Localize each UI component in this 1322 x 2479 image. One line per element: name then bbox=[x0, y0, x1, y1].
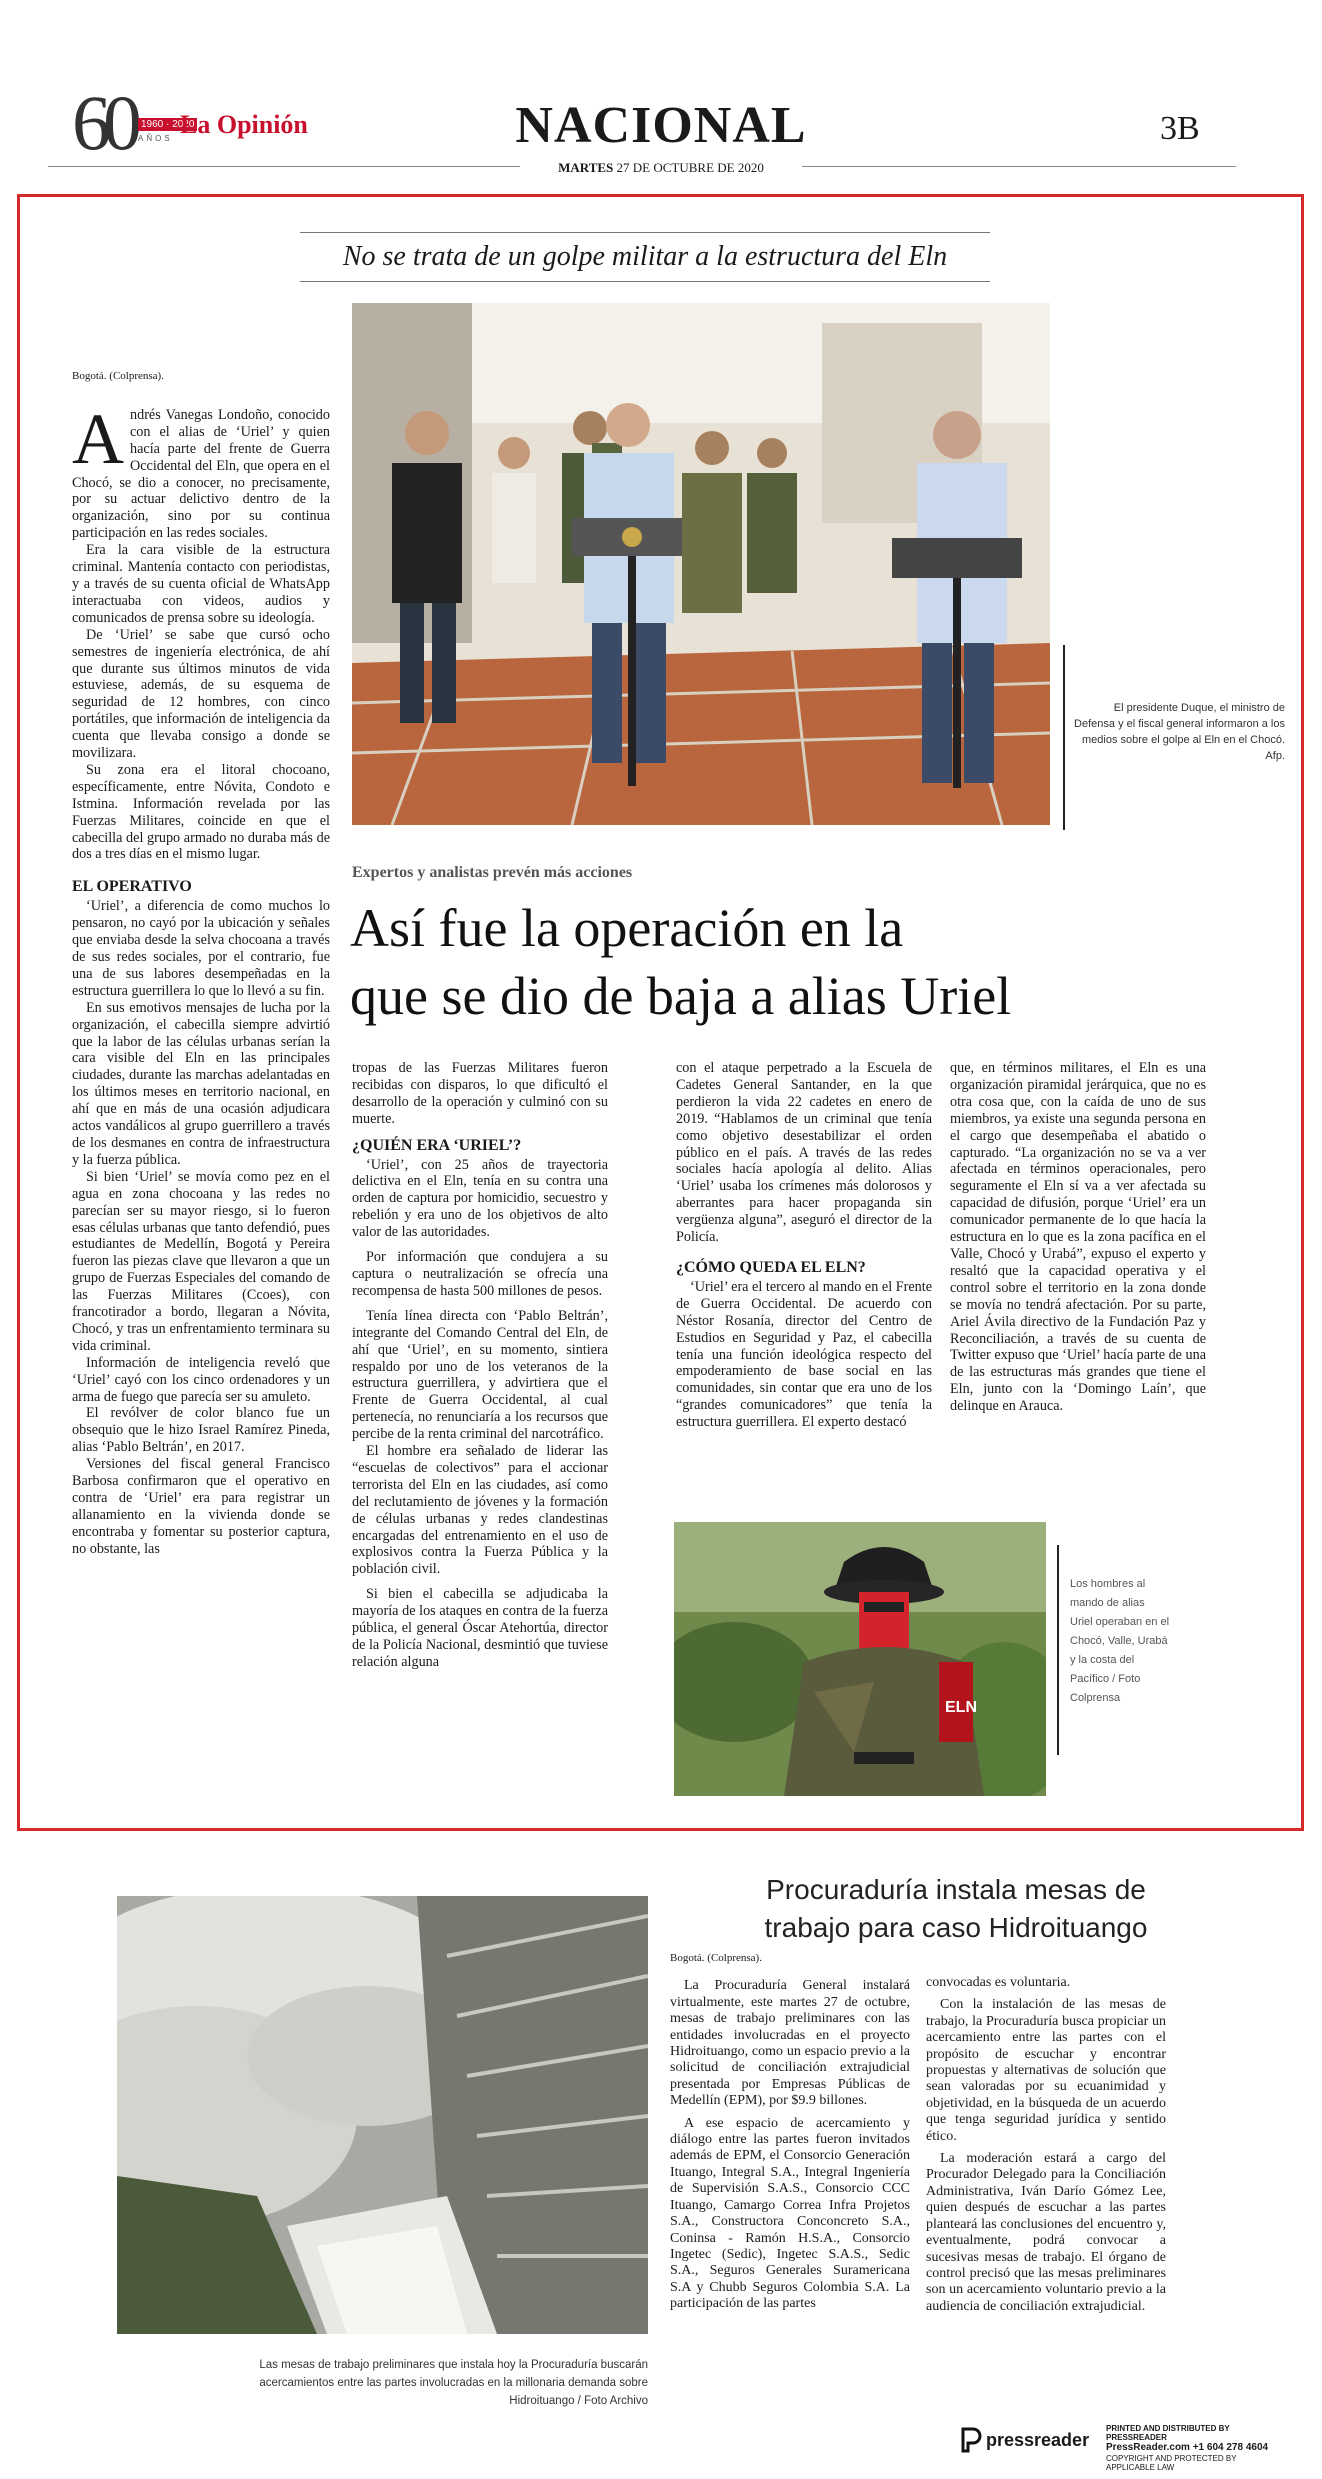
paragraph: El hombre era señalado de liderar las “escuelas de colectivos” para el accionar terrorista del Eln en las ciudades, así como del reclutamiento de jóvenes y la formación de células urbanas y redes clandestinas encargadas del entrenamiento en el uso de explosivos contra la Fuerza Pública y la población civil. bbox=[352, 1443, 608, 1578]
logo-60-mark: 60 bbox=[72, 79, 134, 166]
photo-caption: El presidente Duque, el ministro de Defensa y el fiscal general informaron a los medios sobre el golpe al Eln en el Chocó. Afp. bbox=[1074, 702, 1285, 762]
second-headline-line2: trabajo para caso Hidroituango bbox=[764, 1912, 1148, 1943]
paragraph: La moderación estará a cargo del Procurador Delegado para la Conciliación Administrativa, Iván Darío Gómez Lee, quien después de escuchar a las partes planteará las conclusiones del encuentro y, eventualmente, podrá convocar a sucesivas mesas de trabajo. El órgano de control precisó que las mesas preliminares son un acercamiento voluntario previo a la audiencia de conciliación extrajudicial. bbox=[926, 2151, 1166, 2314]
press-conference-photo bbox=[352, 303, 1050, 825]
paragraph: ‘Uriel’, con 25 años de trayectoria delictiva en el Eln, tenía en su contra una orden de captura por homicidio, secuestro y rebelión y era uno de los objetivos de alto valor de las autoridades. bbox=[352, 1156, 608, 1241]
paragraph: Por información que condujera a su captura o neutralización se ofrecía una recompensa de hasta 500 millones de pesos. bbox=[352, 1249, 608, 1299]
paragraph: ndrés Vanegas Londoño, conocido con el alias de ‘Uriel’ y quien hacía parte del frente de Guerra Occidental del Eln, que opera en el Chocó, se dio a conocer, no precisamente, por su actuar delictivo dentro de la organización, sino por su continua participación en las redes sociales. bbox=[72, 406, 330, 542]
paragraph: La Procuraduría General instalará virtualmente, este martes 27 de octubre, mesas de trabajo preliminares con las entidades involucradas en el proyecto Hidroituango, como un espacio previo a la solicitud de conciliación extrajudicial presentada por Empresas Públicas de Medellín (EPM), por $9.9 billones. bbox=[670, 1978, 910, 2109]
second-column-2 bbox=[926, 1975, 1166, 2315]
issue-date bbox=[520, 160, 802, 176]
date-rest: 27 DE OCTUBRE DE 2020 bbox=[616, 160, 764, 175]
paragraph: En sus emotivos mensajes de lucha por la organización, el cabecilla siempre advirtió que la labor de las células urbanas serían la cara visible del Eln en las principales ciudades, durante las marchas adelantadas en los últimos meses en territorio nacional, en ahí que en más de una ocasión adjudicara actos vandálicos al grupo guerrillero a través de los desmanes en contra de infraestructura y la fuerza pública. bbox=[72, 999, 330, 1168]
guerrilla-photo-caption: Los hombres al mando de alias Uriel operaban en el Chocó, Valle, Urabá y la costa del Pacífico / Foto Colprensa bbox=[1070, 1578, 1170, 1704]
paragraph: con el ataque perpetrado a la Escuela de Cadetes General Santander, en la que perdieron la vida 22 cadetes en enero de 2019. “Hablamos de un criminal que tenía como objetivo desestabilizar el orden público en el país. A través de las redes sociales hacía apología al delito. Alias ‘Uriel’ usaba los crímenes más dolorosos y aberrantes para hacer propaganda sin vergüenza alguna”, aseguró el director de la Policía. bbox=[676, 1060, 932, 1246]
dam-photo-caption: Las mesas de trabajo preliminares que instala hoy la Procuraduría buscarán acercamientos entre las partes involucradas en la millonaria demanda sobre Hidroituango / Foto Archivo bbox=[259, 2359, 648, 2407]
subhead: EL OPERATIVO bbox=[72, 878, 192, 896]
article-column-2 bbox=[352, 1060, 608, 1671]
paragraph: Información de inteligencia reveló que ‘Uriel’ cayó con los cinco ordenadores y un arma de fuego que parecía ser su amuleto. bbox=[72, 1354, 330, 1405]
paragraph: Con la instalación de las mesas de trabajo, la Procuraduría busca propiciar un acercamiento entre las partes con el propósito de escuchar y encontrar propuestas y alternativas de solución que sean valoradas por su ecuanimidad y objetividad, en la búsqueda de un acuerdo que tenga seguridad jurídica y sentido ético. bbox=[926, 1997, 1166, 2144]
notice-line-2: PressReader.com +1 604 278 4604 bbox=[1106, 2442, 1269, 2453]
drop-cap: A bbox=[72, 398, 124, 479]
subhead: ¿CÓMO QUEDA EL ELN? bbox=[676, 1258, 866, 1276]
newspaper-logo: La Opinión bbox=[180, 110, 308, 139]
paragraph: Versiones del fiscal general Francisco Barbosa confirmaron que el operativo en contra de ‘Uriel’ era para registrar un allanamiento en la vivienda donde se encontraba y fomentar su posterior captura, no obstante, las bbox=[72, 1456, 330, 1557]
pressreader-logo[interactable] bbox=[960, 2425, 1089, 2455]
story-supra: Expertos y analistas prevén más acciones bbox=[352, 864, 633, 881]
pressreader-notice bbox=[1106, 2424, 1286, 2472]
notice-line-3: COPYRIGHT AND PROTECTED BY APPLICABLE LAW bbox=[1106, 2454, 1237, 2472]
notice-line-1: PRINTED AND DISTRIBUTED BY PRESSREADER bbox=[1106, 2424, 1230, 2442]
eln-armband: ELN bbox=[945, 1699, 977, 1716]
paragraph: convocadas es voluntaria. bbox=[926, 1975, 1071, 1990]
date-day: MARTES bbox=[558, 160, 614, 175]
paragraph: De ‘Uriel’ se sabe que cursó ocho semestres de ingeniería electrónica, de ahí que durante sus últimos minutos de vida estuviese, además, de su esquema de seguridad de 12 hombres, con cinco portátiles, que información de inteligencia da cuenta que llevaba consigo a donde se movilizara. bbox=[72, 626, 330, 762]
paragraph: ‘Uriel’ era el tercero al mando en el Frente de Guerra Occidental. De acuerdo con Néstor Rosanía, director del Centro de Estudios en Seguridad y Paz, el cabecilla tenía una función ideológica respecto del empoderamiento de base social en las comunidades, sin contar que era uno de los “grandes comunicadores” que tenía la estructura guerrillera. El experto destacó bbox=[676, 1278, 932, 1431]
page-number: 3B bbox=[1160, 110, 1200, 147]
dateline-2: Bogotá. (Colprensa). bbox=[670, 1952, 762, 1964]
paragraph: A ese espacio de acercamiento y diálogo entre las partes fueron invitados además de EPM, el Consorcio Generación Ituango, Integral S.A., Integral Ingeniería de Supervisión S.A.S., Consorcio CCC Ituango, Camargo Correa Infra Projetos S.A., Constructora Conconcreto S.A., Coninsa - Ramón H.S.A., Consorcio Ingetec (Sedic), Ingetec S.A.S., Sedic S.A., Seguros Generales Suramericana S.A y Chubb Seguros Colombia S.A. La participación de las partes bbox=[670, 2115, 910, 2312]
paragraph: Tenía línea directa con ‘Pablo Beltrán’, integrante del Comando Central del Eln, de ahí que ‘Uriel’, en su momento, sintiera respaldo por uno de los veteranos de la estructura guerrillera, y advirtiera que el Frente de Guerra Occidental, al cual pertenecía, no renunciaría a los recursos que percibe de la renta criminal del narcotráfico. bbox=[352, 1307, 608, 1443]
logo-years-badge: 1960 · 2020 bbox=[138, 118, 197, 131]
pressreader-icon bbox=[960, 2427, 982, 2453]
caption-rule-2 bbox=[1057, 1545, 1059, 1755]
story-headline-line1: Así fue la operación en la bbox=[350, 898, 904, 958]
paragraph: Si bien ‘Uriel’ se movía como pez en el agua en zona chocoana y las redes no parecían ser su mayor riesgo, si lo fueron esas células urbanas que tanto defendió, pues estudiantes de Medellín, Bogotá y Pereira fueron las piezas clave que llevaron a que un grupo de Fuerzas Especiales del comando de las Fuerzas Militares (Ccoes), con francotirador a bordo, llegaran a Nóvita, Chocó, y tras un enfrentamiento terminara su vida criminal. bbox=[72, 1168, 330, 1354]
hidroituango-dam-photo bbox=[117, 1896, 648, 2334]
guerrilla-photo bbox=[674, 1522, 1046, 1796]
second-column-1 bbox=[670, 1950, 910, 2313]
caption-rule bbox=[1063, 645, 1065, 830]
paragraph: Si bien el cabecilla se adjudicaba la mayoría de los ataques en contra de la fuerza pública, el general Óscar Atehortúa, director de la Policía Nacional, desmintió que tuviese relación alguna bbox=[352, 1586, 608, 1670]
article-column-4 bbox=[950, 1060, 1206, 1415]
paragraph: Era la cara visible de la estructura criminal. Mantenía contacto con periodistas, y a través de su cuenta oficial de WhatsApp interactuaba con videos, audios y comunicados de prensa sobre su ideología. bbox=[72, 542, 330, 626]
paragraph: El revólver de color blanco fue un obsequio que le hizo Israel Ramírez Pineda, alias ‘Pablo Beltrán’, en 2017. bbox=[72, 1405, 330, 1456]
paragraph: tropas de las Fuerzas Militares fueron recibidas con disparos, lo que dificultó el desarrollo de la operación y culminó con su muerte. bbox=[352, 1060, 608, 1127]
story-kicker: No se trata de un golpe militar a la estructura del Eln bbox=[300, 232, 990, 282]
dateline: Bogotá. (Colprensa). bbox=[72, 370, 164, 382]
paragraph: Su zona era el litoral chocoano, específicamente, entre Nóvita, Condoto e Istmina. Información revelada por las Fuerzas Militares, coincide en que el cabecilla del grupo armado no duraba más de dos a tres días en el mismo lugar. bbox=[72, 761, 330, 863]
paragraph: que, en términos militares, el Eln es una organización piramidal jerárquica, que no es otra cosa que, con la caída de uno de sus miembros, ya existe una segunda persona en el cargo que desempeñaba el abatido o capturado. “La organización no se va a ver afectada en términos operacionales, pero seguramente el Eln sí va a ver afectada su capacidad de difusión, porque ‘Uriel’ era un comunicador permanente de lo que hacía la estructura en lo que es la zona pacífica en el Valle, Chocó y Urabá”, expuso el experto y resaltó que la capacidad operativa y el control sobre el territorio en la zona donde se movía no tendrá afectación. Por su parte, Ariel Ávila directivo de la Fundación Paz y Reconciliación, a través de su cuenta de Twitter expuso que ‘Uriel’ hacía parte de una de las estructuras más grandes que tiene el Eln, junto con la ‘Domingo Laín’, que delinque en Arauca. bbox=[950, 1060, 1206, 1415]
article-column-3 bbox=[676, 1060, 932, 1431]
article-column-1 bbox=[72, 368, 330, 1558]
subhead: ¿QUIÉN ERA ‘URIEL’? bbox=[352, 1136, 522, 1154]
logo-anos: AÑOS bbox=[138, 134, 173, 143]
section-title: NACIONAL bbox=[515, 97, 807, 154]
paragraph: ‘Uriel’, a diferencia de como muchos lo pensaron, no cayó por la ubicación y señales que enviaba desde la selva chocoana a través de sus redes sociales, por el contrario, fue una de sus labores desempeñadas en la estructura guerrillera lo que lo llevó a su fin. bbox=[72, 898, 330, 999]
pressreader-wordmark: pressreader bbox=[986, 2429, 1090, 2450]
story-headline-line2: que se dio de baja a alias Uriel bbox=[350, 966, 1012, 1026]
second-headline-line1: Procuraduría instala mesas de bbox=[766, 1874, 1146, 1905]
